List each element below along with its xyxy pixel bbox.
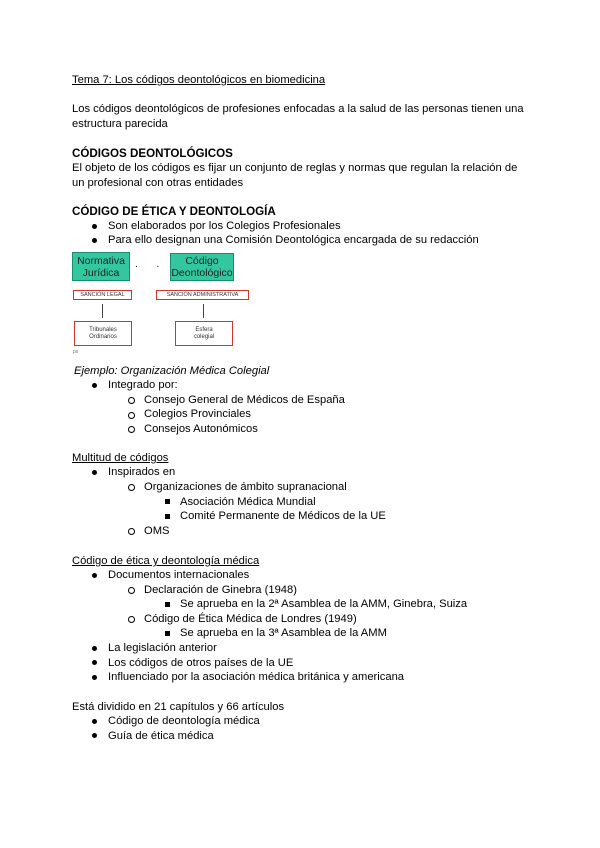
codigos-text-1: El objeto de los códigos es fijar un conjunto de reglas y normas que regulan la relación de <box>72 162 518 174</box>
ejemplo-sub-1: Consejo General de Médicos de España <box>144 394 345 406</box>
medica-heading: Código de ética y deontología médica <box>72 555 260 567</box>
medica-item-3: Los códigos de otros países de la UE <box>108 657 294 669</box>
multitud-item: Inspirados en <box>108 466 176 478</box>
medica-item-4: Influenciado por la asociación médica británica y americana <box>108 671 405 683</box>
box2-line-1: Código <box>185 255 219 267</box>
multitud-subsub-1: Asociación Médica Mundial <box>180 496 316 508</box>
division-text: Está dividido en 21 capítulos y 66 artículos <box>72 701 285 713</box>
bullet-square-icon <box>165 602 170 607</box>
page-title: Tema 7: Los códigos deontológicos en biomedicina <box>72 74 326 86</box>
sancion-legal-label: SANCIÓN LEGAL <box>73 290 132 300</box>
bullet-dot-icon <box>92 470 97 475</box>
medica-doc-2: Código de Ética Médica de Londres (1949) <box>144 613 357 625</box>
intro-line-1: Los códigos deontológicos de profesiones enfocadas a la salud de las personas tienen una <box>72 103 524 115</box>
codigo-deontologico-box <box>170 253 234 281</box>
medica-doc-1-note: Se aprueba en la 2ª Asamblea de la AMM, Ginebra, Suiza <box>180 598 468 610</box>
sancion-administrativa-label: SANCIÓN ADMINISTRATIVA <box>156 290 249 300</box>
box1-line-2: Jurídica <box>82 266 120 279</box>
division-item-2: Guía de ética médica <box>108 730 214 742</box>
multitud-subsub-2: Comité Permanente de Médicos de la UE <box>180 510 386 522</box>
corner-mark: ps <box>73 349 79 355</box>
result1-line-1: Tribunales <box>89 326 117 333</box>
diagram-dots: . . <box>135 259 168 270</box>
codigos-heading: CÓDIGOS DEONTOLÓGICOS <box>72 147 233 160</box>
bullet-dot-icon <box>92 719 97 724</box>
bullet-circle-icon <box>128 616 135 623</box>
bullet-circle-icon <box>128 587 135 594</box>
bullet-circle-icon <box>128 397 135 404</box>
intro-line-2: estructura parecida <box>72 118 168 130</box>
codigos-text-2: un profesional con otras entidades <box>72 177 244 189</box>
result2-line-1: Esfera <box>195 326 213 333</box>
medica-doc-2-note: Se aprueba en la 3ª Asamblea de la AMM <box>180 627 387 639</box>
connector-line <box>102 304 103 318</box>
ejemplo-sub-2: Colegios Provinciales <box>144 408 251 420</box>
bullet-dot-icon <box>92 238 97 243</box>
medica-item-1: Documentos internacionales <box>108 569 250 581</box>
normativa-juridica-box <box>72 252 130 281</box>
medica-doc-1: Declaración de Ginebra (1948) <box>144 584 297 596</box>
result1-line-2: Ordinarios <box>89 333 117 340</box>
connector-line <box>203 304 204 318</box>
bullet-circle-icon <box>128 484 135 491</box>
ejemplo-sub-3: Consejos Autonómicos <box>144 423 258 435</box>
box1-line-1: Normativa <box>77 254 125 267</box>
etica-heading: CÓDIGO DE ÉTICA Y DEONTOLOGÍA <box>72 205 276 218</box>
ejemplo-item: Integrado por: <box>108 379 178 391</box>
multitud-sub-2: OMS <box>144 525 170 537</box>
bullet-dot-icon <box>92 675 97 680</box>
bullet-square-icon <box>165 631 170 636</box>
bullet-circle-icon <box>128 426 135 433</box>
bullet-circle-icon <box>128 412 135 419</box>
bullet-square-icon <box>165 499 170 504</box>
bullet-dot-icon <box>92 660 97 665</box>
multitud-heading: Multitud de códigos <box>72 452 169 464</box>
etica-bullet-1: Son elaborados por los Colegios Profesionales <box>108 220 341 232</box>
bullet-circle-icon <box>128 528 135 535</box>
box2-line-2: Deontológico <box>171 267 233 279</box>
esfera-colegial-box <box>175 321 233 346</box>
multitud-sub-1: Organizaciones de ámbito supranacional <box>144 481 347 493</box>
division-item-1: Código de deontología médica <box>108 715 260 727</box>
result2-line-2: colegial <box>193 333 215 340</box>
bullet-dot-icon <box>92 733 97 738</box>
bullet-dot-icon <box>92 573 97 578</box>
tribunales-ordinarios-box <box>74 321 132 346</box>
bullet-dot-icon <box>92 224 97 229</box>
medica-item-2: La legislación anterior <box>108 642 217 654</box>
ejemplo-heading: Ejemplo: Organización Médica Colegial <box>74 365 270 377</box>
bullet-square-icon <box>165 514 170 519</box>
bullet-dot-icon <box>92 646 97 651</box>
etica-bullet-2: Para ello designan una Comisión Deontológica encargada de su redacción <box>108 234 479 246</box>
bullet-dot-icon <box>92 383 97 388</box>
